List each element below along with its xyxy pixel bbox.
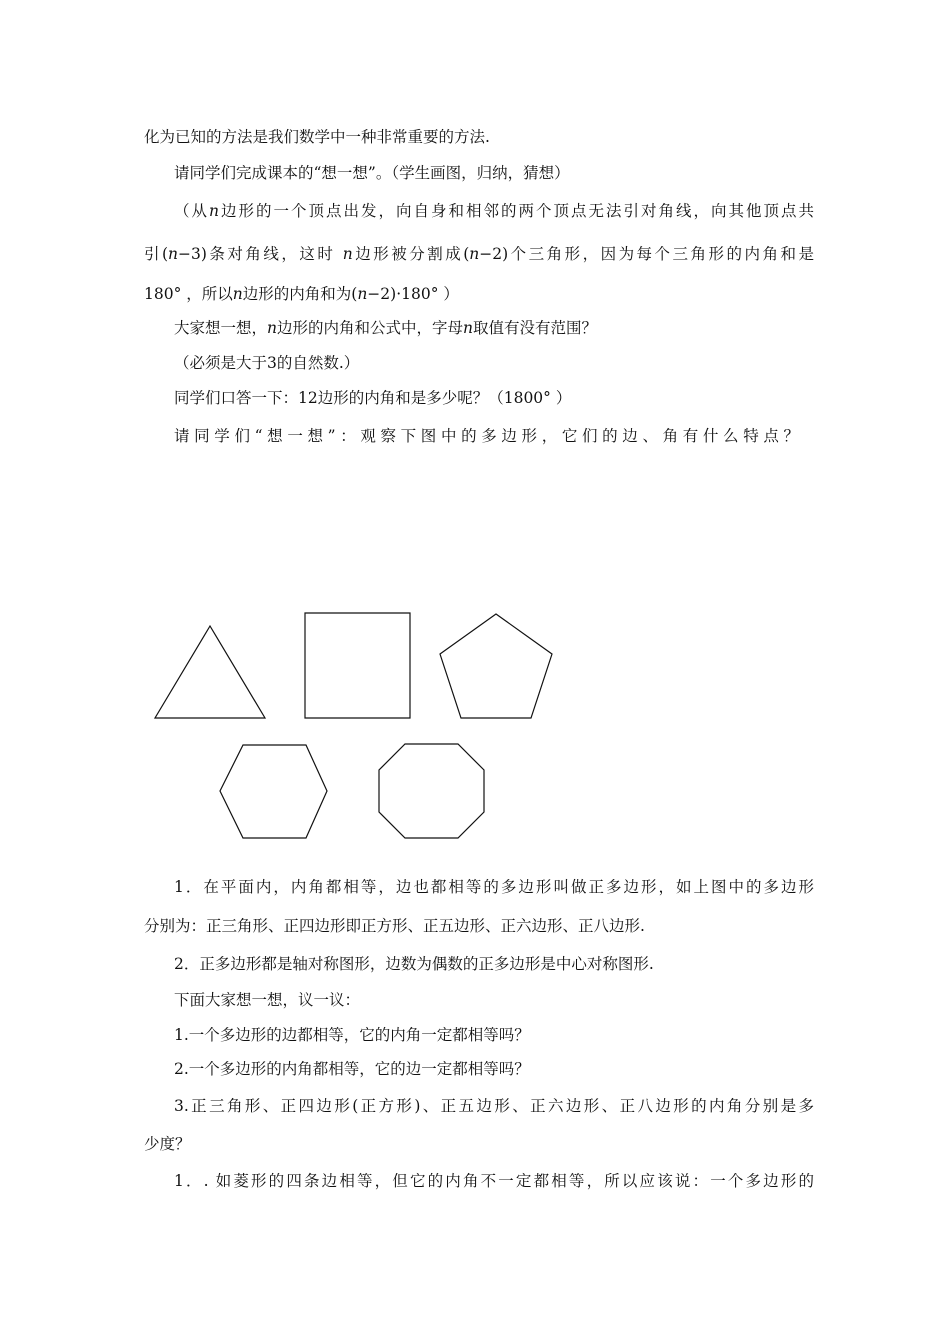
paragraph-observe-question: 请同学们“想一想”：观察下图中的多边形，它们的边、角有什么特点？: [174, 427, 799, 445]
paragraph-diagonal-line1: （从n边形的一个顶点出发，向自身和相邻的两个顶点无法引对角线，向其他顶点共: [174, 202, 814, 220]
paragraph-definition-line1: 1．在平面内，内角都相等，边也都相等的多边形叫做正多边形，如上图中的多边形: [174, 878, 814, 896]
pentagon-icon: [440, 614, 552, 718]
paragraph-definition-line2: 分别为：正三角形、正四边形即正方形、正五边形、正六边形、正八边形.: [144, 917, 645, 935]
paragraph-range-question: 大家想一想，n边形的内角和公式中，字母n取值有没有范围？: [174, 319, 598, 337]
answer-1: 1．. 如菱形的四条边相等，但它的内角不一定都相等，所以应该说：一个多边形的: [174, 1172, 814, 1190]
paragraph-symmetry: 2．正多边形都是轴对称图形，边数为偶数的正多边形是中心对称图形.: [174, 955, 654, 973]
octagon-icon: [379, 744, 484, 838]
paragraph-range-answer: （必须是大于3的自然数.）: [174, 354, 360, 372]
question-3-line2: 少度？: [144, 1135, 191, 1153]
square-icon: [305, 613, 410, 718]
paragraph-method: 化为已知的方法是我们数学中一种非常重要的方法.: [144, 128, 490, 146]
paragraph-oral-answer: 同学们口答一下：12边形的内角和是多少呢？（1800° ）: [174, 389, 572, 407]
question-2: 2.一个多边形的内角都相等，它的边一定都相等吗？: [174, 1060, 530, 1078]
question-3-line1: 3.正三角形、正四边形(正方形)、正五边形、正六边形、正八边形的内角分别是多: [174, 1097, 814, 1115]
paragraph-discuss-intro: 下面大家想一想，议一议：: [174, 991, 361, 1009]
paragraph-diagonal-line2: 引(n−3)条对角线，这时 n边形被分割成(n−2)个三角形，因为每个三角形的内角和是: [144, 245, 814, 263]
triangle-icon: [155, 626, 265, 718]
paragraph-think-prompt: 请同学们完成课本的“想一想”。（学生画图，归纳，猜想）: [174, 164, 570, 182]
question-1: 1.一个多边形的边都相等，它的内角一定都相等吗？: [174, 1026, 530, 1044]
hexagon-icon: [220, 745, 327, 838]
paragraph-diagonal-line3: 180° ，所以n边形的内角和为(n−2)·180° ）: [144, 285, 459, 303]
